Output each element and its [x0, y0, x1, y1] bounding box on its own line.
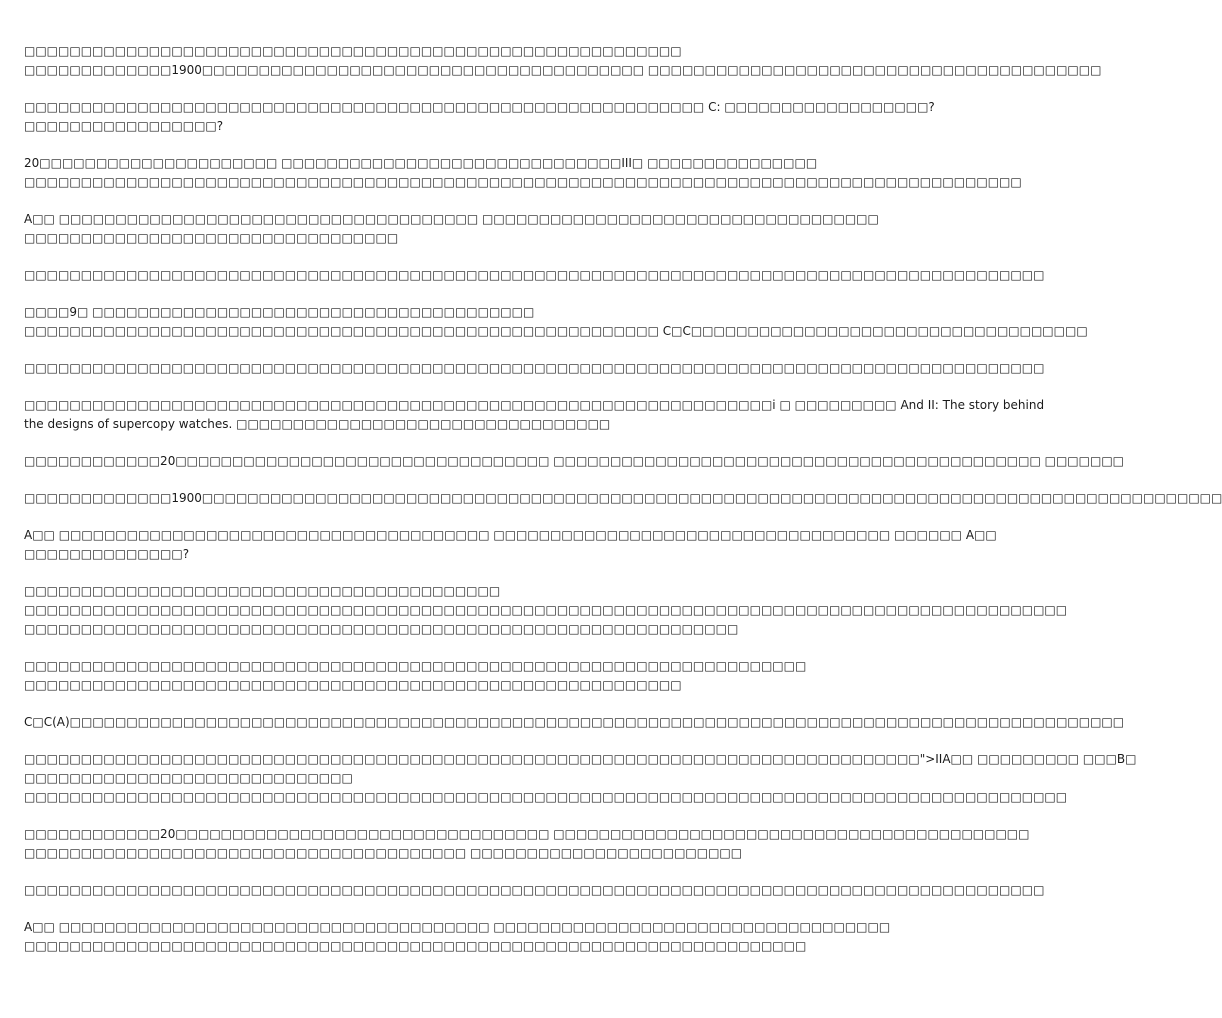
paragraph-gap	[24, 863, 696, 881]
paragraph-line: □□□□□□□□□□□□□□□□□□□□□□□□□□□□□□□□□□□□□□□□□□□□□□□□□□□□□□□□□□	[24, 678, 682, 692]
paragraph-line: □□□□□□□□□□□□□□□□□□□□□□□□□□□□□□□□□□□□□□□□□□□□□□□□□□□□□□□□□□□□□□□□□□□□□□□□□□□□□□□□□□□□□□□□□□	[24, 361, 1045, 375]
paragraph-line: □□□□□□□□□□□□□□□□□□□□□□□□□□□□□□□□□□□□□□□□□□□□□□□□□□□□□□□□□□□□□□□□□□□□□	[24, 939, 807, 953]
paragraph	[24, 303, 1088, 341]
paragraph-line: □□□□□□□□□□□□□□□□□□□□□□□□□□□□□□□□□□□□□□□□□□□□□□□□□□□□□□□□ C□C□□□□□□□□□□□□□□□□□□□□□□□□□□□□□□□□□□□	[24, 324, 1088, 338]
paragraph-line: □□□□□□□□□□□□□□?	[24, 547, 190, 561]
paragraph-line: A□□ □□□□□□□□□□□□□□□□□□□□□□□□□□□□□□□□□□□□□ □□□□□□□□□□□□□□□□□□□□□□□□□□□□□□□□□□□	[24, 212, 879, 226]
paragraph	[24, 582, 1068, 639]
paragraph-gap	[24, 248, 696, 266]
paragraph	[24, 526, 997, 564]
paragraph-line: □□□□□□□□□□□□□□□□□□□□□□□□□□□□□□□□□□□□□□□□□□□□□□□□□□□□□□□□□□□□□□□□□□□□□□□□□□□□□□□□□□□□□□□□□□	[24, 268, 1045, 282]
paragraph-line: □□□□□□□□□□□□□□□□□□□□□□□□□□□□□□□□□□□□□□□□□□□□□□□□□□□□□□□□□□□□□□□□□□□□□□□□□□□□□□□">IIA□□ □□□□□□□□□ □□□B□	[24, 752, 1137, 766]
paragraph-gap	[24, 471, 696, 489]
paragraph-gap	[24, 732, 696, 750]
paragraph-gap	[24, 900, 696, 918]
paragraph-line: □□□□□□□□□□□□20□□□□□□□□□□□□□□□□□□□□□□□□□□□□□□□□□ □□□□□□□□□□□□□□□□□□□□□□□□□□□□□□□□□□□□□□□□□□	[24, 827, 1030, 841]
paragraph	[24, 713, 1125, 732]
paragraph-gap	[24, 285, 696, 303]
paragraph	[24, 42, 1102, 80]
paragraph-line: A□□ □□□□□□□□□□□□□□□□□□□□□□□□□□□□□□□□□□□□□□ □□□□□□□□□□□□□□□□□□□□□□□□□□□□□□□□□□□	[24, 920, 891, 934]
paragraph	[24, 657, 807, 695]
paragraph-gap	[24, 136, 696, 154]
paragraph-line: □□□□□□□□□□□□□□□□□□□□□□□□□□□□□□□□□□□□□□□□□□□□□□□□□□□□□□□□□□□□ C: □□□□□□□□□□□□□□□□□□?	[24, 100, 935, 114]
paragraph-gap	[24, 695, 696, 713]
paragraph-line: the designs of supercopy watches. □□□□□□□□□□□□□□□□□□□□□□□□□□□□□□□□□	[24, 417, 611, 431]
paragraph-line: □□□□□□□□□□□□□□□□□□□□□□□□□□□□□□□□□□□□□□□□□□□□□□□□□□□□□□□□□□	[24, 44, 682, 58]
paragraph-gap	[24, 192, 696, 210]
paragraph	[24, 489, 1222, 508]
paragraph-gap	[24, 341, 696, 359]
paragraph-line: □□□□□□□□□□□□20□□□□□□□□□□□□□□□□□□□□□□□□□□□□□□□□□ □□□□□□□□□□□□□□□□□□□□□□□□□□□□□□□□□□□□□□□□□□□ □□□□□□□	[24, 454, 1124, 468]
paragraph	[24, 396, 1045, 434]
paragraph-line: □□□□□□□□□□□□□□□□□□□□□□□□□□□□□□□□□□□□□□□□□□□□□□□□□□□□□□□□□□□□□□□□□□□□□□□□□□□□□□□□□□□□□□□□	[24, 175, 1022, 189]
paragraph-line: □□□□□□□□□□□□□□□□□?	[24, 119, 224, 133]
paragraph	[24, 452, 1124, 471]
paragraph-gap	[24, 80, 696, 98]
paragraph-line: □□□□□□□□□□□□□□□□□□□□□□□□□□□□□□□□□□□□□□□□□□□□□□□□□□□□□□□□□□□□□□□□□□i □ □□□□□□□□□ And II: The story behind	[24, 398, 1045, 412]
document-body	[24, 42, 1222, 956]
paragraph-gap	[24, 564, 696, 582]
paragraph-gap	[24, 807, 696, 825]
paragraph-line: □□□□□□□□□□□□□□□□□□□□□□□□□□□□□□□□□□□□□□□□□□	[24, 584, 501, 598]
paragraph	[24, 825, 1030, 863]
paragraph	[24, 154, 1022, 192]
paragraph	[24, 210, 879, 248]
paragraph-gap	[24, 508, 696, 526]
paragraph-line: □□□□□□□□□□□□□□□□□□□□□□□□□□□□□□□□□□□□□□□ □□□□□□□□□□□□□□□□□□□□□□□□	[24, 846, 743, 860]
paragraph	[24, 98, 935, 136]
paragraph-gap	[24, 434, 696, 452]
paragraph-gap	[24, 378, 696, 396]
paragraph-line: □□□□□□□□□□□□□□□□□□□□□□□□□□□□□□□□□□□□□□□□□□□□□□□□□□□□□□□□□□□□□□□□□□□□□□□□□□□□□□□□□□□□□□□□□□□□	[24, 790, 1068, 804]
paragraph-line: □□□□□□□□□□□□□□□□□□□□□□□□□□□□□	[24, 771, 353, 785]
paragraph-line: □□□□□□□□□□□□□1900□□□□□□□□□□□□□□□□□□□□□□□□□□□□□□□□□□□□□□□□□□□□□□□□□□□□□□□□□□□□□□□□□□□□□□□□□□□□□□□□□□□□□□□□□□	[24, 491, 1222, 505]
paragraph-line: A□□ □□□□□□□□□□□□□□□□□□□□□□□□□□□□□□□□□□□□□□ □□□□□□□□□□□□□□□□□□□□□□□□□□□□□□□□□□□ □□□□□□ A□□	[24, 528, 997, 542]
paragraph-line: C□C(A)□□□□□□□□□□□□□□□□□□□□□□□□□□□□□□□□□□□□□□□□□□□□□□□□□□□□□□□□□□□□□□□□□□□□□□□□□□□□□□□□□□□□□□□□□□□□□	[24, 715, 1125, 729]
paragraph-line: 20□□□□□□□□□□□□□□□□□□□□□ □□□□□□□□□□□□□□□□□□□□□□□□□□□□□□III□ □□□□□□□□□□□□□□□	[24, 156, 818, 170]
paragraph-line: □□□□9□ □□□□□□□□□□□□□□□□□□□□□□□□□□□□□□□□□□□□□□□	[24, 305, 535, 319]
paragraph	[24, 881, 1045, 900]
paragraph-line: □□□□□□□□□□□□□□□□□□□□□□□□□□□□□□□□□□□□□□□□□□□□□□□□□□□□□□□□□□□□□□□□□□□□□□□□□□□□□□□□□□□□□□□□□□	[24, 883, 1045, 897]
paragraph-line: □□□□□□□□□□□□□□□□□□□□□□□□□□□□□□□□□□□□□□□□□□□□□□□□□□□□□□□□□□□□□□□	[24, 622, 739, 636]
paragraph	[24, 266, 1045, 285]
paragraph	[24, 359, 1045, 378]
paragraph-gap	[24, 639, 696, 657]
paragraph	[24, 750, 1137, 807]
paragraph-line: □□□□□□□□□□□□□□□□□□□□□□□□□□□□□□□□□	[24, 231, 399, 245]
paragraph	[24, 918, 891, 956]
paragraph-line: □□□□□□□□□□□□□□□□□□□□□□□□□□□□□□□□□□□□□□□□□□□□□□□□□□□□□□□□□□□□□□□□□□□□□□□□□□□□□□□□□□□□□□□□□□□□	[24, 603, 1068, 617]
paragraph-line: □□□□□□□□□□□□□□□□□□□□□□□□□□□□□□□□□□□□□□□□□□□□□□□□□□□□□□□□□□□□□□□□□□□□□	[24, 659, 807, 673]
paragraph-line: □□□□□□□□□□□□□1900□□□□□□□□□□□□□□□□□□□□□□□□□□□□□□□□□□□□□□□ □□□□□□□□□□□□□□□□□□□□□□□□□□□□□□□□□□□□□□□□	[24, 63, 1102, 77]
